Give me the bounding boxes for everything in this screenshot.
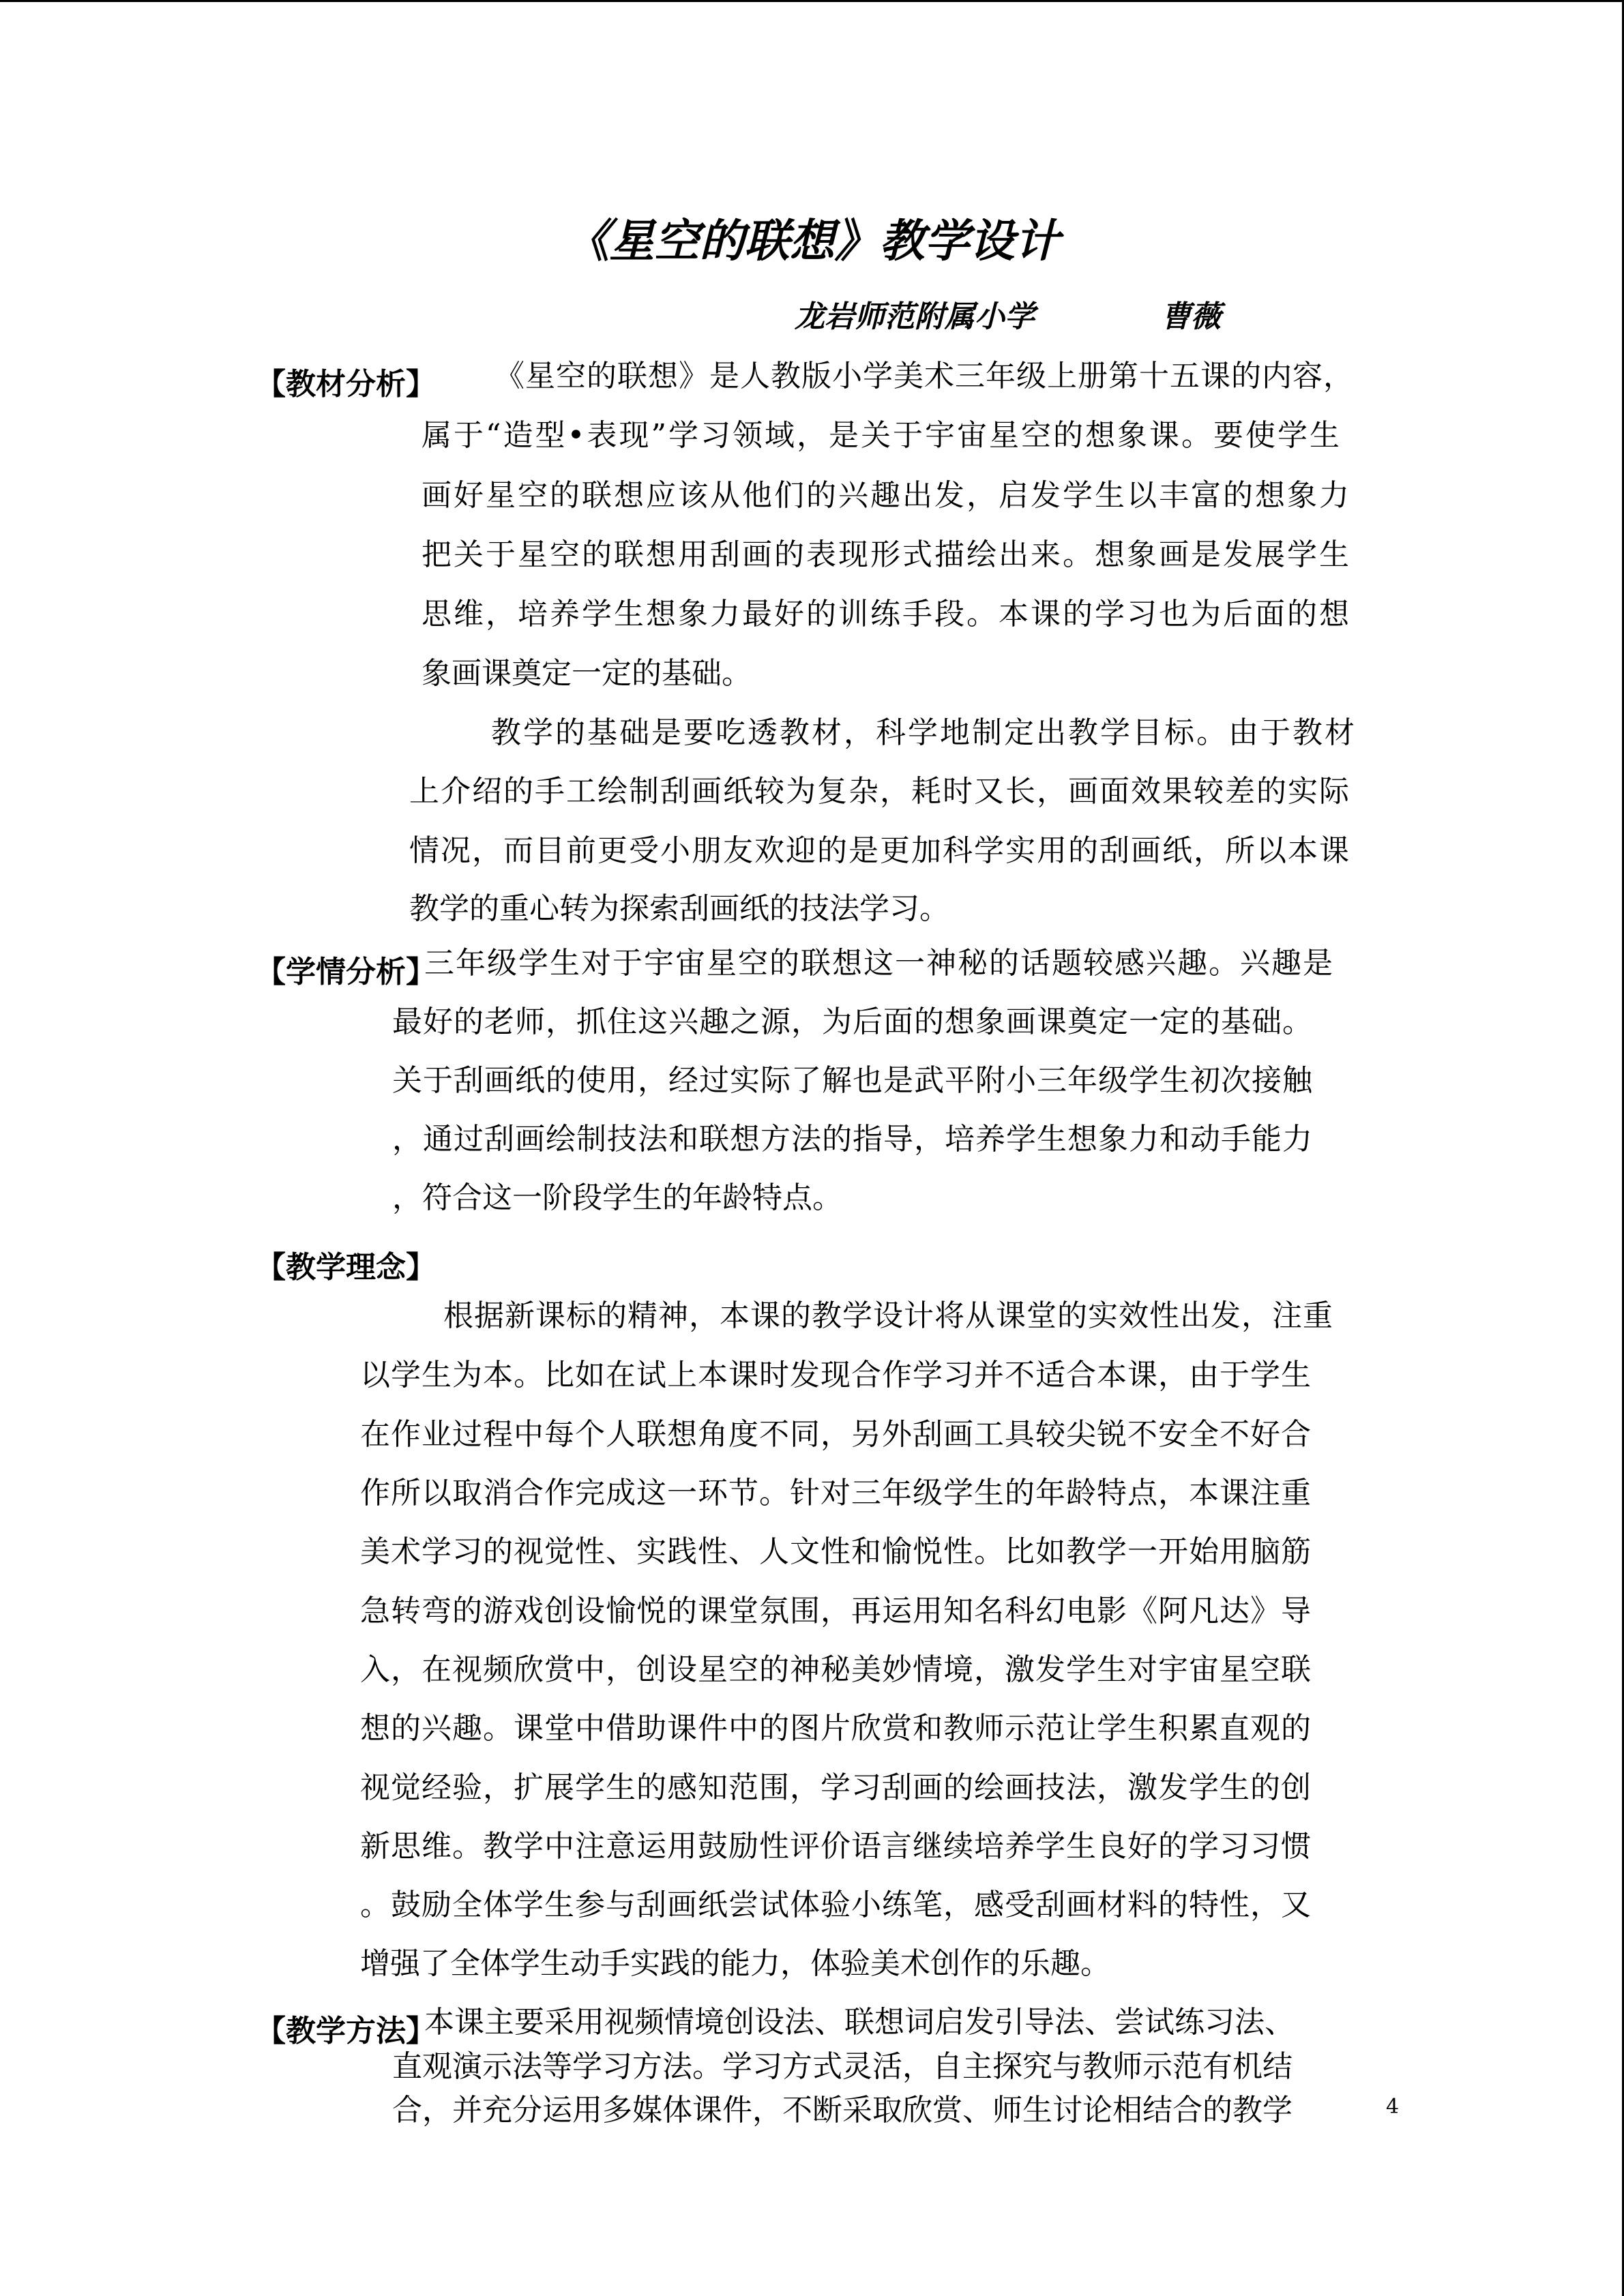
text-line: 急转弯的游戏创设愉悦的课堂氛围，再运用知名科幻电影《阿凡达》导: [360, 1594, 1312, 1628]
author-line: [795, 292, 1221, 336]
text-line: 教学的基础是要吃透教材，科学地制定出教学目标。由于教材: [491, 715, 1357, 750]
text-line: 属于“造型•表现”学习领域，是关于宇宙星空的想象课。要使学生: [422, 418, 1342, 453]
text-line: 新思维。教学中注意运用鼓励性评价语言继续培养学生良好的学习习惯: [360, 1829, 1312, 1864]
text-line: 。鼓励全体学生参与刮画纸尝试体验小练笔，感受刮画材料的特性，又: [360, 1888, 1312, 1922]
text-line: 画好星空的联想应该从他们的兴趣出发，启发学生以丰富的想象力: [422, 478, 1351, 513]
text-line: 三年级学生对于宇宙星空的联想这一神秘的话题较感兴趣。兴趣是: [424, 946, 1334, 981]
text-line: 在作业过程中每个人联想角度不同，另外刮画工具较尖锐不安全不好合: [360, 1417, 1312, 1452]
author-name: 曹薇: [1161, 299, 1221, 334]
text-line: 最好的老师，抓住这兴趣之源，为后面的想象画课奠定一定的基础。: [392, 1004, 1313, 1039]
text-line: 教学的重心转为探索刮画纸的技法学习。: [409, 891, 949, 926]
text-line: 根据新课标的精神，本课的教学设计将从课堂的实效性出发，注重: [443, 1298, 1333, 1333]
text-line: 合，并充分运用多媒体课件，不断采取欣赏、师生讨论相结合的教学: [392, 2093, 1293, 2128]
text-line: 以学生为本。比如在试上本课时发现合作学习并不适合本课，由于学生: [360, 1358, 1312, 1392]
text-line: 情况，而目前更受小朋友欢迎的是更加科学实用的刮画纸，所以本课: [409, 833, 1350, 868]
section-label-teaching-methods: 【教学方法】: [256, 2014, 436, 2048]
page-title: 《星空的联想》教学设计: [564, 214, 1060, 267]
section-label-teaching-philosophy: 【教学理念】: [256, 1250, 436, 1285]
author-school: 龙岩师范附属小学: [795, 299, 1035, 334]
text-line: 关于刮画纸的使用，经过实际了解也是武平附小三年级学生初次接触: [392, 1063, 1313, 1098]
text-line: 本课主要采用视频情境创设法、联想词启发引导法、尝试练习法、: [424, 2005, 1295, 2040]
text-line: ，符合这一阶段学生的年龄特点。: [392, 1180, 842, 1215]
text-line: 视觉经验，扩展学生的感知范围，学习刮画的绘画技法，激发学生的创: [360, 1770, 1312, 1805]
text-line: 入，在视频欣赏中，创设星空的神秘美妙情境，激发学生对宇宙星空联: [360, 1652, 1312, 1687]
text-line: 思维，培养学生想象力最好的训练手段。本课的学习也为后面的想: [422, 597, 1351, 631]
text-line: 《星空的联想》是人教版小学美术三年级上册第十五课的内容，: [494, 359, 1354, 393]
page-number: 4: [1386, 2095, 1400, 2119]
section-label-learner-analysis: 【学情分析】: [256, 955, 436, 989]
text-line: 把关于星空的联想用刮画的表现形式描绘出来。想象画是发展学生: [422, 537, 1351, 572]
text-line: 上介绍的手工绘制刮画纸较为复杂，耗时又长，画面效果较差的实际: [409, 774, 1350, 809]
text-line: 美术学习的视觉性、实践性、人文性和愉悦性。比如教学一开始用脑筋: [360, 1534, 1312, 1569]
text-line: 想的兴趣。课堂中借助课件中的图片欣赏和教师示范让学生积累直观的: [360, 1711, 1312, 1746]
text-line: 直观演示法等学习方法。学习方式灵活，自主探究与教师示范有机结: [392, 2049, 1293, 2084]
text-line: 作所以取消合作完成这一环节。针对三年级学生的年龄特点，本课注重: [360, 1476, 1312, 1510]
text-line: 增强了全体学生动手实践的能力，体验美术创作的乐趣。: [360, 1946, 1110, 1981]
section-label-textbook-analysis: 【教材分析】: [256, 367, 436, 402]
text-line: 象画课奠定一定的基础。: [422, 656, 752, 691]
text-line: ，通过刮画绘制技法和联想方法的指导，培养学生想象力和动手能力: [392, 1122, 1313, 1157]
